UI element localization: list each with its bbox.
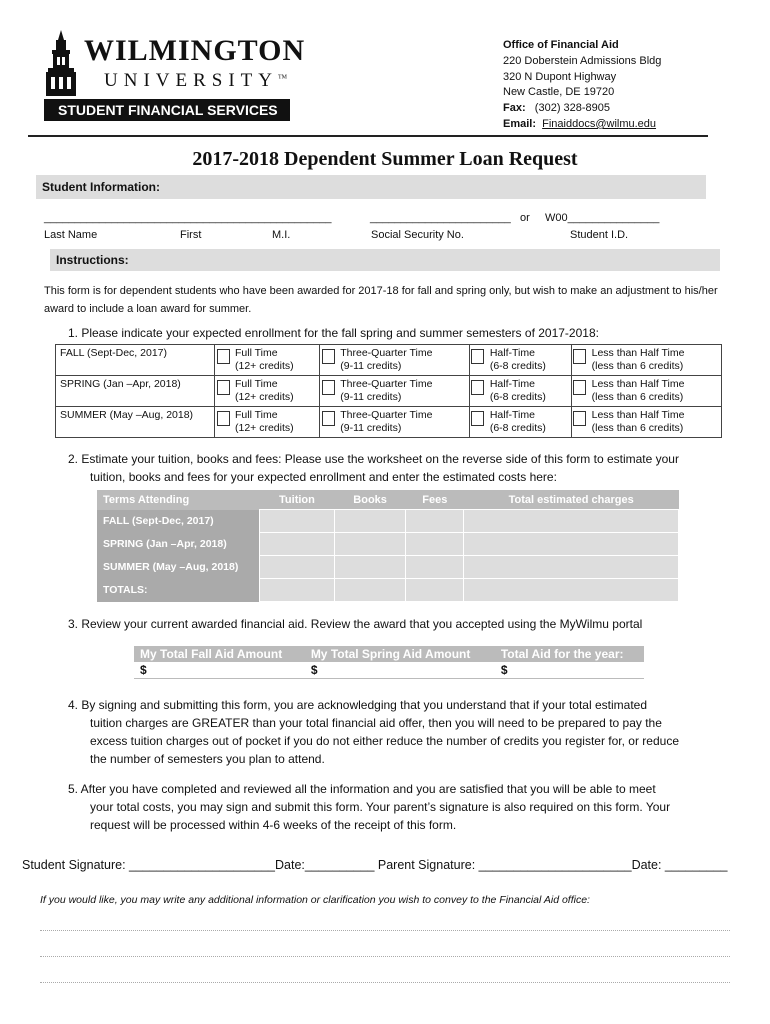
enrollment-checkbox[interactable] <box>571 345 588 376</box>
option-credits: (12+ credits) <box>235 422 294 434</box>
option-name: Three-Quarter Time <box>340 347 433 359</box>
checkbox-icon[interactable] <box>471 380 484 395</box>
cost-input-cell[interactable] <box>406 510 464 533</box>
cost-input-cell[interactable] <box>260 510 335 533</box>
enrollment-option-label <box>336 407 469 438</box>
additional-info-prompt: If you would like, you may write any additional information or clarification you wish to convey to the Financial Aid office: <box>40 894 590 906</box>
checkbox-icon[interactable] <box>471 349 484 364</box>
notes-line[interactable] <box>40 982 730 983</box>
term-label: FALL (Sept-Dec, 2017) <box>56 345 215 376</box>
enrollment-option-label <box>231 407 320 438</box>
enrollment-checkbox[interactable] <box>571 376 588 407</box>
enrollment-option-label <box>486 376 571 407</box>
header-rule <box>28 135 708 137</box>
option-name: Three-Quarter Time <box>340 378 433 390</box>
cost-input-cell[interactable] <box>406 556 464 579</box>
signature-line[interactable]: Student Signature: _____________________Date:__________ Parent Signature: ______________________Date: _________ <box>22 858 728 872</box>
option-credits: (less than 6 credits) <box>591 391 684 403</box>
mi-label: M.I. <box>272 229 291 241</box>
question-5: 5. After you have completed and reviewed all the information and you are satisfied that you will be able to meet your total costs, you may sign and submit this form. Your parent’s signature is also required on this form. Your request will be processed within 4-6 weeks of the receipt of this form. <box>68 782 671 832</box>
option-name: Less than Half Time <box>591 378 685 390</box>
aid-column-header: Total Aid for the year: <box>495 646 644 662</box>
option-name: Less than Half Time <box>591 347 685 359</box>
option-credits: (less than 6 credits) <box>591 360 684 372</box>
enrollment-row <box>56 376 722 407</box>
checkbox-icon[interactable] <box>573 411 586 426</box>
enrollment-option-label <box>231 376 320 407</box>
cost-column-header: Total estimated charges <box>464 490 679 510</box>
enrollment-checkbox[interactable] <box>320 345 337 376</box>
cost-input-cell[interactable] <box>334 510 405 533</box>
instructions-text: This form is for dependent students who have been awarded for 2017-18 for fall and spring only, but wish to make an adjustment to his/her award to include a loan award for summer. <box>44 285 718 315</box>
checkbox-icon[interactable] <box>471 411 484 426</box>
cost-row <box>97 510 679 533</box>
question-2-line2: tuition, books and fees for your expected enrollment and enter the estimated costs here: <box>90 470 557 484</box>
cost-estimate-table <box>97 490 679 602</box>
cost-input-cell[interactable] <box>464 510 679 533</box>
enrollment-checkbox[interactable] <box>571 407 588 438</box>
option-name: Half-Time <box>489 347 535 359</box>
option-credits: (9-11 credits) <box>340 360 402 372</box>
option-credits: (less than 6 credits) <box>591 422 684 434</box>
aid-column-header: My Total Fall Aid Amount <box>134 646 305 662</box>
option-name: Full Time <box>235 378 278 390</box>
aid-amount-field[interactable]: $ <box>134 662 305 679</box>
logo-banner: STUDENT FINANCIAL SERVICES <box>44 99 290 121</box>
university-tower-logo-icon <box>44 30 78 96</box>
cost-input-cell[interactable] <box>260 579 335 602</box>
option-name: Less than Half Time <box>591 409 685 421</box>
option-credits: (12+ credits) <box>235 360 294 372</box>
enrollment-row <box>56 345 722 376</box>
cost-row <box>97 556 679 579</box>
question-4: 4. By signing and submitting this form, you are acknowledging that you understand that if your total estimated tuition charges are GREATER than your total financial aid offer, then you will need to be prepared to pay the excess tuition charges out of pocket if you do not either reduce the number of credits you register for, or reduce the number of semesters you plan to attend. <box>68 698 679 766</box>
last-name-label: Last Name <box>44 229 98 241</box>
ssn-label: Social Security No. <box>371 229 464 241</box>
cost-row-label: SUMMER (May –Aug, 2018) <box>97 556 260 579</box>
enrollment-option-label <box>588 345 722 376</box>
notes-line[interactable] <box>40 956 730 957</box>
checkbox-icon[interactable] <box>573 380 586 395</box>
cost-row <box>97 533 679 556</box>
cost-column-header: Fees <box>406 490 464 510</box>
checkbox-icon[interactable] <box>217 349 230 364</box>
question-2-line1: 2. Estimate your tuition, books and fees: Please use the worksheet on the reverse side of this form to estimate your <box>68 452 679 466</box>
enrollment-option-label <box>336 376 469 407</box>
cost-column-header: Books <box>334 490 405 510</box>
cost-input-cell[interactable] <box>464 556 679 579</box>
enrollment-option-label <box>336 345 469 376</box>
cost-column-header: Tuition <box>260 490 335 510</box>
question-1: 1. Please indicate your expected enrollment for the fall spring and summer semesters of 2017-2018: <box>68 326 599 340</box>
enrollment-option-label <box>588 376 722 407</box>
enrollment-checkbox[interactable] <box>320 376 337 407</box>
cost-input-cell[interactable] <box>334 579 405 602</box>
enrollment-checkbox[interactable] <box>469 376 486 407</box>
option-credits: (6-8 credits) <box>489 422 546 434</box>
cost-input-cell[interactable] <box>260 533 335 556</box>
enrollment-option-label <box>486 407 571 438</box>
option-credits: (12+ credits) <box>235 391 294 403</box>
student-id-field[interactable]: W00_______________ <box>545 212 660 224</box>
enrollment-option-label <box>231 345 320 376</box>
ssn-field[interactable]: _______________________ <box>370 212 511 224</box>
cost-input-cell[interactable] <box>464 533 679 556</box>
checkbox-icon[interactable] <box>322 380 335 395</box>
cost-input-cell[interactable] <box>260 556 335 579</box>
enrollment-checkbox[interactable] <box>469 407 486 438</box>
option-name: Full Time <box>235 409 278 421</box>
cost-row-label: FALL (Sept-Dec, 2017) <box>97 510 260 533</box>
student-info-heading: Student Information: <box>36 175 706 199</box>
checkbox-icon[interactable] <box>217 411 230 426</box>
enrollment-checkbox[interactable] <box>215 407 232 438</box>
cost-column-header: Terms Attending <box>97 490 260 510</box>
option-credits: (6-8 credits) <box>489 391 546 403</box>
enrollment-table <box>55 344 722 438</box>
cost-input-cell[interactable] <box>334 556 405 579</box>
aid-amount-field[interactable]: $ <box>305 662 495 679</box>
enrollment-checkbox[interactable] <box>320 407 337 438</box>
checkbox-icon[interactable] <box>217 380 230 395</box>
logo-subword: UNIVERSITY™ <box>104 70 287 91</box>
option-name: Full Time <box>235 347 278 359</box>
option-credits: (9-11 credits) <box>340 391 402 403</box>
notes-line[interactable] <box>40 930 730 931</box>
cost-input-cell[interactable] <box>406 533 464 556</box>
question-3: 3. Review your current awarded financial aid. Review the award that you accepted using the MyWilmu portal <box>68 617 643 631</box>
office-address: Office of Financial Aid 220 Doberstein Admissions Bldg 320 N Dupont Highway New Castle, DE 19720 Fax: (302) 328-8905 Email: Finaiddocs@wilmu.edu <box>503 39 662 130</box>
enrollment-row <box>56 407 722 438</box>
term-label: SPRING (Jan –Apr, 2018) <box>56 376 215 407</box>
page-title: 2017-2018 Dependent Summer Loan Request <box>192 148 578 170</box>
student-id-label: Student I.D. <box>570 229 629 241</box>
checkbox-icon[interactable] <box>573 349 586 364</box>
term-label: SUMMER (May –Aug, 2018) <box>56 407 215 438</box>
option-name: Three-Quarter Time <box>340 409 433 421</box>
option-credits: (6-8 credits) <box>489 360 546 372</box>
cost-row-label: TOTALS: <box>97 579 260 602</box>
cost-input-cell[interactable] <box>464 579 679 602</box>
aid-amount-field[interactable]: $ <box>495 662 644 679</box>
cost-row <box>97 579 679 602</box>
cost-input-cell[interactable] <box>406 579 464 602</box>
enrollment-checkbox[interactable] <box>215 345 232 376</box>
name-field[interactable]: _______________________________________________ <box>44 212 332 224</box>
instructions-heading: Instructions: <box>50 249 720 271</box>
cost-row-label: SPRING (Jan –Apr, 2018) <box>97 533 260 556</box>
aid-column-header: My Total Spring Aid Amount <box>305 646 495 662</box>
option-credits: (9-11 credits) <box>340 422 402 434</box>
checkbox-icon[interactable] <box>322 411 335 426</box>
email-link[interactable]: Finaiddocs@wilmu.edu <box>542 117 657 130</box>
enrollment-checkbox[interactable] <box>469 345 486 376</box>
or-label: or <box>520 212 530 224</box>
cost-input-cell[interactable] <box>334 533 405 556</box>
enrollment-checkbox[interactable] <box>215 376 232 407</box>
option-name: Half-Time <box>489 409 535 421</box>
first-name-label: First <box>180 229 202 241</box>
checkbox-icon[interactable] <box>322 349 335 364</box>
logo-wordmark: WILMINGTON <box>84 34 306 67</box>
aid-table <box>134 646 644 679</box>
enrollment-option-label <box>486 345 571 376</box>
enrollment-option-label <box>588 407 722 438</box>
option-name: Half-Time <box>489 378 535 390</box>
